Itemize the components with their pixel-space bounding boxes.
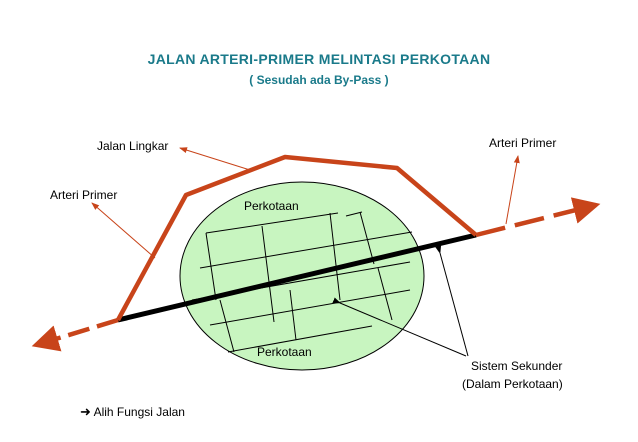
arterial-road-left [36,320,118,345]
label-sistem-sekunder-line2: (Dalam Perkotaan) [462,377,563,391]
leader-arteri-primer-left [92,203,155,258]
leader-arteri-primer-right [506,156,518,224]
page-subtitle: ( Sesudah ada By-Pass ) [249,73,389,87]
label-perkotaan-top: Perkotaan [244,199,299,213]
footer-text: Alih Fungsi Jalan [93,405,185,419]
page-title: JALAN ARTERI-PRIMER MELINTASI PERKOTAAN [147,51,491,67]
label-arteri-primer-left: Arteri Primer [50,188,118,202]
arterial-road-right [476,205,596,235]
label-arteri-primer-right: Arteri Primer [489,136,557,150]
footer-note [80,404,185,420]
right-arrow-icon: ➜ [80,404,91,419]
label-perkotaan-bottom: Perkotaan [257,345,312,359]
label-jalan-lingkar: Jalan Lingkar [97,139,169,153]
label-sistem-sekunder-line1: Sistem Sekunder [471,359,563,373]
leader-jalan-lingkar [180,148,250,170]
leader-sistem-sekunder-1 [440,253,468,356]
